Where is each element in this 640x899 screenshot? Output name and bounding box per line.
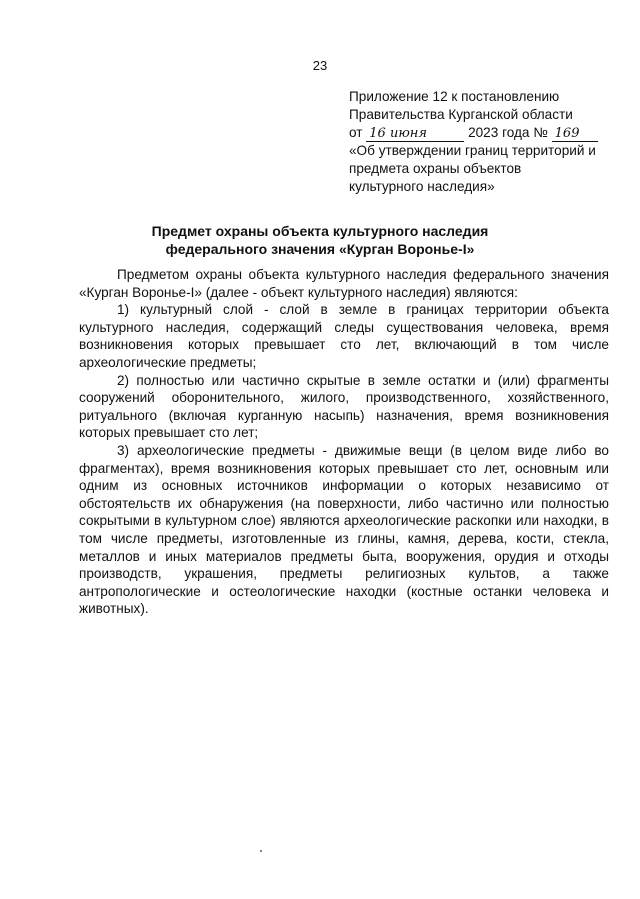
scan-mark <box>260 850 262 852</box>
handwritten-number: 169 <box>552 127 598 142</box>
page-number: 23 <box>312 58 328 73</box>
paragraph-intro: Предметом охраны объекта культурного наследия федерального значения «Курган Воронье-I» (далее - объект культурного наследия) являются: <box>79 267 609 300</box>
document-title <box>60 222 580 258</box>
appendix-line-5: предмета охраны объектов <box>349 161 522 176</box>
handwritten-date: 16 июня <box>366 127 464 142</box>
appendix-line-6: культурного наследия» <box>349 179 495 194</box>
appendix-header <box>349 88 619 196</box>
paragraph-item-2: 2) полностью или частично скрытые в земле остатки и (или) фрагменты сооружений оборонительного, жилого, производственного, хозяйственного, ритуального (включая курганную насыпь) назначения, время возникновения которых превышает сто лет; <box>79 372 609 441</box>
paragraph-item-3: 3) археологические предметы - движимые вещи (в целом виде либо во фрагментах), время возникновения которых превышает сто лет, основным или одним из основных источников информации о которых независимо от обстоятельств их обнаружения (на поверхности, либо частично или полностью сокрытыми в культурном слое) являются археологические раскопки или находки, в том числе предметы, изготовленные из глины, камня, дерева, кости, стекла, металлов и иных материалов предметы быта, вооружения, орудия и отходы производств, украшения, предметы религиозных культов, а также антропологические и остеологические находки (костные останки человека и животных). <box>79 442 609 617</box>
title-line-2: федерального значения «Курган Воронье-I» <box>165 241 475 257</box>
date-prefix: от <box>349 125 363 140</box>
document-body <box>79 266 609 618</box>
appendix-line-4: «Об утверждении границ территорий и <box>349 143 596 158</box>
year-text: 2023 года <box>468 125 530 140</box>
number-sign: № <box>533 125 548 140</box>
paragraph-item-1: 1) культурный слой - слой в земле в границах территории объекта культурного наследия, содержащий следы существования человека, время возникновения которых превышает сто лет, включающий в том числе археологические предметы; <box>79 302 609 370</box>
appendix-line-2: Правительства Курганской области <box>349 107 573 122</box>
appendix-date-line <box>349 124 619 142</box>
title-line-1: Предмет охраны объекта культурного наследия <box>151 223 489 239</box>
appendix-line-1: Приложение 12 к постановлению <box>349 89 560 104</box>
